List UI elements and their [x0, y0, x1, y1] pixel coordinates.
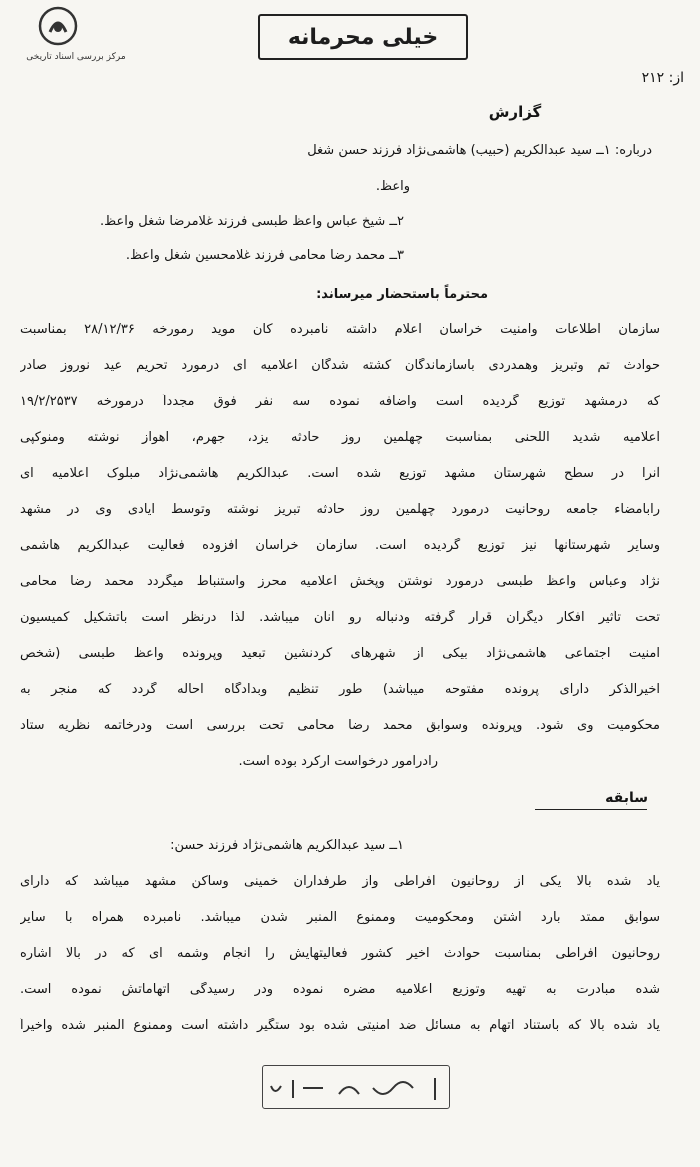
subject-line-1: درباره: ۱ــ سید عبدالکریم (حبیب) هاشمی‌نژاد فرزند حسن شغل	[307, 143, 652, 158]
subject-line-1b: واعظ.	[375, 179, 410, 194]
record-line: سوابق ممتد بارد اشتن ومحکومیت وممنوع المنبر شدن میباشد. نامبرده همراه با سایر	[20, 910, 660, 925]
section-title: سابقه	[605, 790, 648, 806]
body-line: اخیرالذکر دارای پرونده مفتوحه میباشد) طور تنظیم وبدادگاه احاله گردد که منجر به	[20, 682, 660, 697]
body-line: وسایر شهرستانها نیز توزیع گردیده است. سازمان خراسان افزوده فعالیت عبدالکریم هاشمی	[20, 538, 660, 553]
classification-stamp: خیلی محرمانه	[258, 14, 468, 60]
archive-logo-text: مرکز بررسی اسناد تاریخی	[26, 52, 126, 62]
body-line: اعلامیه شدید اللحنی بمناسبت چهلمین روز حادثه یزد، جهرم، اهواز نوشته ومنوکپی	[20, 430, 660, 445]
document-number: از: ۲۱۲	[641, 70, 684, 86]
salutation: محترماً باستحضار میرساند:	[316, 287, 488, 302]
body-line-last: رادرامور درخواست ارکرد بوده است.	[238, 754, 438, 769]
body-line: محکومیت وی شود. وپرونده وسوابق محمد رضا محامی تحت بررسی است ودرخاتمه نظریه ستاد	[20, 718, 660, 733]
section-divider	[535, 809, 647, 811]
body-line: حوادث تم وتبریز وهمدردی باسازماندگان کشته شدگان اعلامیه ای درمورد تحریم عید نوروز صادر	[20, 358, 660, 373]
signature-stamp	[262, 1065, 450, 1109]
body-line: رابامضاء جامعه روحانیت درمورد چهلمین روز حادثه تبریز نوشته وتوسط ایادی وی در مشهد	[20, 502, 660, 517]
body-line: آنرا در سطح شهرستان مشهد توزیع شده است. عبدالکریم هاشمی‌نژاد مبلوک اعلامیه ای	[20, 466, 660, 481]
body-line: نژاد وعباس واعظ طبسی درمورد نوشتن وپخش اعلامیه محرز واستنباط میگردد محمد رضا محامی	[20, 574, 660, 589]
archive-logo	[6, 6, 146, 68]
body-line: که درمشهد توزیع گردیده است واضافه نموده سه نفر فوق مجدداً درمورخه ۱۹/۲/۲۵۳۷	[20, 394, 660, 409]
body-line: سازمان اطلاعات وامنیت خراسان اعلام داشته نامبرده کان موید رمورخه ۲۸/۱۲/۳۶ بمناسبت	[20, 322, 660, 337]
record-line: یاد شده بالا که باستناد اتهام به مسائل ضد امنیتی شده بود ستگیر داشته است وممنوع المنبر شده واخیراً	[20, 1018, 660, 1033]
subject-line-3: ۳ــ محمد رضا محامی فرزند غلامحسین شغل واعظ.	[125, 248, 404, 263]
body-line: تحت تأثیر افکار دیگران قرار گرفته ودنباله رو آنان میباشد. لذا درنظر است باتشکیل کمیسیون	[20, 610, 660, 625]
document-title: گزارش	[488, 103, 542, 121]
record-heading: ۱ــ سید عبدالکریم هاشمی‌نژاد فرزند حسن:	[170, 838, 404, 853]
record-line: شده مبادرت به تهیه وتوزیع اعلامیه مضره نموده ودر رسیدگی اتهاماتش نموده است.	[20, 982, 660, 997]
body-line: امنیت اجتماعی هاشمی‌نژاد بیکی از شهرهای کردنشین تبعید وپرونده واعظ طبسی (شخص	[20, 646, 660, 661]
signature-scribble-icon	[263, 1066, 449, 1108]
archive-emblem-icon	[38, 6, 78, 46]
record-line: یاد شده بالا یکی از روحانیون افراطی واز طرفداران خمینی وساکن مشهد میباشد که دارای	[20, 874, 660, 889]
subject-line-2: ۲ــ شیخ عباس واعظ طبسی فرزند غلامرضا شغل واعظ.	[100, 214, 404, 229]
record-line: روحانیون افراطی بمناسبت حوادث اخیر کشور فعالیتهایش را انجام وشمه ای که در بالا اشاره	[20, 946, 660, 961]
